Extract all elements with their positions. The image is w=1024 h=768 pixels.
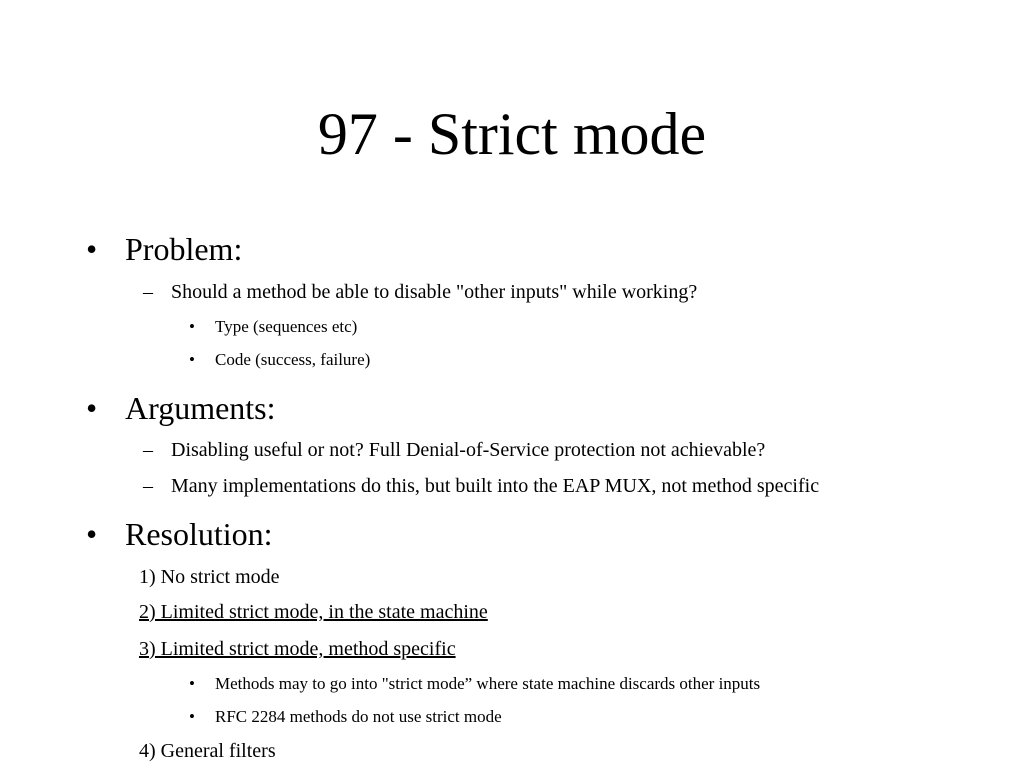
section-heading-arguments: Arguments: [125,390,276,426]
bullet-marker: • [189,707,195,726]
section-heading-problem: Problem: [125,231,243,267]
section-heading-resolution: Resolution: [125,516,273,552]
problem-subitem: Type (sequences etc) [215,317,358,336]
resolution-option-underlined: 3) Limited strict mode, method specific [139,638,456,660]
slide-title: 97 - Strict mode [317,101,707,167]
bullet-marker: • [189,350,195,369]
resolution-subitem: RFC 2284 methods do not use strict mode [215,707,502,726]
problem-subitem: Code (success, failure) [215,350,371,369]
arguments-item: Disabling useful or not? Full Denial-of-Service protection not achievable? [171,439,766,461]
bullet-marker: • [189,317,195,336]
resolution-option: 1) No strict mode [139,566,280,588]
resolution-option: 4) General filters [139,740,276,762]
dash-marker: – [143,281,153,303]
bullet-marker: • [189,674,195,693]
resolution-subitem: Methods may to go into "strict mode” where state machine discards other inputs [215,674,761,693]
bullet-marker: • [86,390,98,426]
dash-marker: – [143,439,153,461]
bullet-marker: • [86,516,98,552]
problem-item: Should a method be able to disable "other inputs" while working? [171,281,698,303]
bullet-marker: • [86,231,98,267]
resolution-option-underlined: 2) Limited strict mode, in the state machine [139,601,488,623]
dash-marker: – [143,475,153,497]
arguments-item: Many implementations do this, but built into the EAP MUX, not method specific [171,475,820,497]
